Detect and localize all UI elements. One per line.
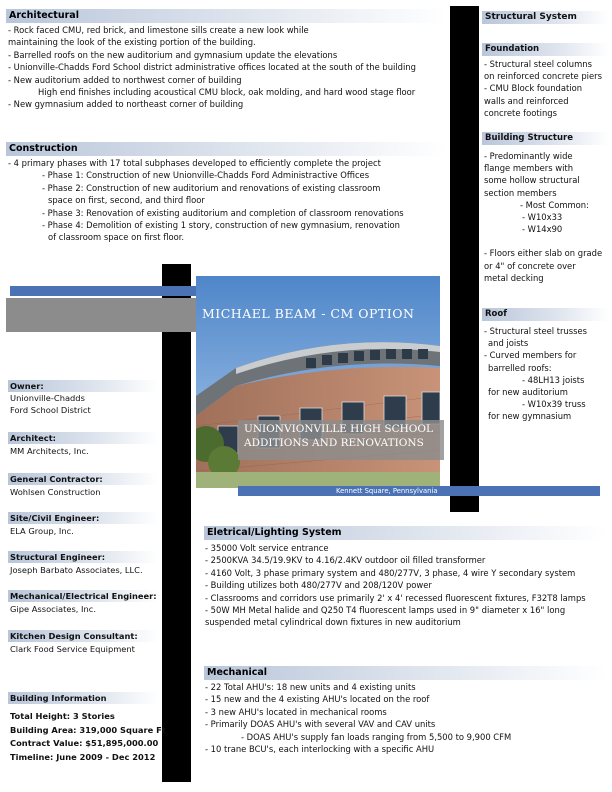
architectural-line: - Unionville-Chadds Ford School district administrative offices located at the south of the building (8, 62, 416, 73)
foundation-line: - Structural steel columns (484, 59, 592, 69)
mechanical-line: - 15 new and the 4 existing AHU's located on the roof (205, 694, 430, 705)
location: Kennett Square, Pennsylvania (336, 487, 438, 495)
building-area: Building Area: 319,000 Square Ft (10, 724, 166, 735)
architectural-line: - Rock faced CMU, red brick, and limestone sills create a new look while (8, 25, 309, 35)
mechanical-line: - Primarily DOAS AHU's with several VAV and CAV units (205, 719, 436, 730)
roof-line: for new auditorium (488, 387, 568, 398)
electrical-body (205, 542, 586, 629)
roof-body (484, 325, 587, 423)
roof-line: - Curved members for (484, 350, 577, 361)
electrical-line: - 50W MH Metal halide and Q250 T4 fluorescent lamps used in 9" diameter x 16" long (205, 605, 566, 616)
mechanical-line: - DOAS AHU's supply fan loads ranging from 5,500 to 9,900 CFM (241, 731, 512, 742)
building-structure-line: - W10x33 (522, 212, 563, 223)
architectural-line: - New gymnasium added to northeast corner of building (8, 99, 244, 110)
mechanical-header: Mechanical (204, 666, 607, 680)
construction-line: - Phase 2: Construction of new auditorium and renovations of existing classroom (42, 182, 381, 193)
building-structure-body (484, 150, 602, 284)
left-black-bar (162, 264, 191, 782)
foundation-header: Foundation (482, 43, 609, 56)
foundation-line: concrete footings (484, 107, 557, 118)
electrical-header: Eletrical/Lighting System (204, 526, 607, 540)
mech-elec-engineer-value: Gipe Associates, Inc. (10, 604, 96, 614)
construction-line: space on first, second, and third floor (48, 195, 205, 206)
architectural-line: - New auditorium added to northwest corner of building (8, 74, 242, 85)
right-black-bar (450, 6, 479, 512)
construction-body (8, 157, 404, 244)
roof-line: - 48LH13 joists (522, 374, 585, 385)
roof-header: Roof (482, 308, 609, 321)
building-info-body (10, 710, 166, 764)
construction-header: Construction (6, 142, 447, 156)
architectural-line: High end finishes including acoustical CMU block, oak molding, and hard wood stage floor (38, 87, 416, 98)
building-structure-line: metal decking (484, 272, 544, 283)
roof-line: for new gymnasium (488, 411, 572, 422)
owner-label: Owner: (8, 380, 158, 392)
site-civil-label: Site/Civil Engineer: (8, 512, 158, 524)
electrical-line: - 35000 Volt service entrance (205, 543, 329, 553)
electrical-line: - Classrooms and corridors use primarily 2' x 4' recessed fluorescent fixtures, F32T8 lamps (205, 592, 586, 603)
electrical-line: - Building utilizes both 480/277V and 208/120V power (205, 580, 432, 591)
construction-line: - Phase 1: Construction of new Unionville-Chadds Ford Administractive Offices (42, 170, 370, 181)
structural-engineer-value: Joseph Barbato Associates, LLC. (10, 565, 143, 575)
electrical-line: - 4160 Volt, 3 phase primary system and 480/277V, 3 phase, 4 wire Y secondary system (205, 567, 576, 578)
roof-line: - W10x39 truss (522, 399, 586, 410)
construction-line: - Phase 4: Demolition of existing 1 story, construction of new gymnasium, renovation (42, 220, 400, 231)
owner-value-line1: Unionville-Chadds (10, 393, 85, 403)
building-structure-line (484, 235, 602, 247)
name-banner: MICHAEL BEAM - CM OPTION (202, 306, 415, 321)
owner-value-line2: Ford School District (10, 405, 91, 415)
general-contractor-value: Wohlsen Construction (10, 487, 101, 497)
foundation-line: walls and reinforced (484, 95, 569, 106)
timeline: Timeline: June 2009 - Dec 2012 (10, 751, 156, 762)
building-structure-line: flange members with (484, 163, 574, 174)
architect-value: MM Architects, Inc. (10, 446, 89, 456)
kitchen-consultant-value: Clark Food Service Equipment (10, 644, 135, 654)
general-contractor-label: General Contractor: (8, 473, 158, 485)
project-title-line1: UNIONVIONVILLE HIGH SCHOOL (244, 423, 433, 435)
building-structure-header: Building Structure (482, 132, 609, 145)
architectural-header: Architectural (6, 9, 447, 23)
building-structure-line: or 4" of concrete over (484, 260, 576, 271)
architectural-body (8, 24, 416, 111)
total-height: Total Height: 3 Stories (10, 711, 115, 721)
building-structure-line: - Most Common: (520, 199, 589, 210)
structural-engineer-label: Structural Engineer: (8, 551, 158, 563)
mechanical-line: - 3 new AHU's located in mechanical rooms (205, 706, 387, 717)
foundation-line: - CMU Block foundation (484, 83, 583, 94)
building-info-header: Building Information (8, 692, 158, 704)
mechanical-line: - 10 trane BCU's, each interlocking with a specific AHU (205, 744, 435, 755)
mechanical-body (205, 681, 511, 755)
roof-line: - Structural steel trusses (484, 326, 588, 336)
construction-line: of classroom space on first floor. (48, 232, 185, 243)
construction-line: - 4 primary phases with 17 total subphases developed to efficiently complete the project (8, 158, 381, 168)
architect-label: Architect: (8, 432, 158, 444)
contract-value: Contract Value: $51,895,000.00 (10, 738, 159, 749)
kitchen-consultant-label: Kitchen Design Consultant: (8, 630, 158, 642)
roof-line: and joists (488, 338, 529, 349)
building-structure-line: some hollow structural (484, 175, 580, 186)
mech-elec-engineer-label: Mechanical/Electrical Engineer: (10, 591, 157, 601)
architectural-line: - Barrelled roofs on the new auditorium and gymnasium update the elevations (8, 49, 338, 60)
roof-line: barrelled roofs: (488, 362, 552, 373)
architectural-line: maintaining the look of the existing portion of the building. (8, 37, 256, 48)
construction-line: - Phase 3: Renovation of existing auditorium and completion of classroom renovations (42, 207, 404, 218)
foundation-line: on reinforced concrete piers (484, 71, 602, 82)
building-structure-line: - Predominantly wide (484, 151, 573, 161)
project-title-line2: ADDITIONS AND RENOVATIONS (244, 437, 424, 449)
electrical-line: - 2500KVA 34.5/19.9KV to 4.16/2.4KV outdoor oil filled transformer (205, 555, 486, 566)
electrical-line: suspended metal cylindrical down fixtures in new auditorium (205, 617, 461, 628)
building-structure-line: - Floors either slab on grade (484, 248, 603, 259)
building-structure-line: - W14x90 (522, 224, 563, 235)
site-civil-value: ELA Group, Inc. (10, 526, 74, 536)
structural-system-header: Structural System (482, 11, 609, 24)
foundation-body (484, 58, 602, 119)
building-structure-line: section members (484, 187, 557, 198)
mechanical-line: - 22 Total AHU's: 18 new units and 4 existing units (205, 682, 416, 692)
